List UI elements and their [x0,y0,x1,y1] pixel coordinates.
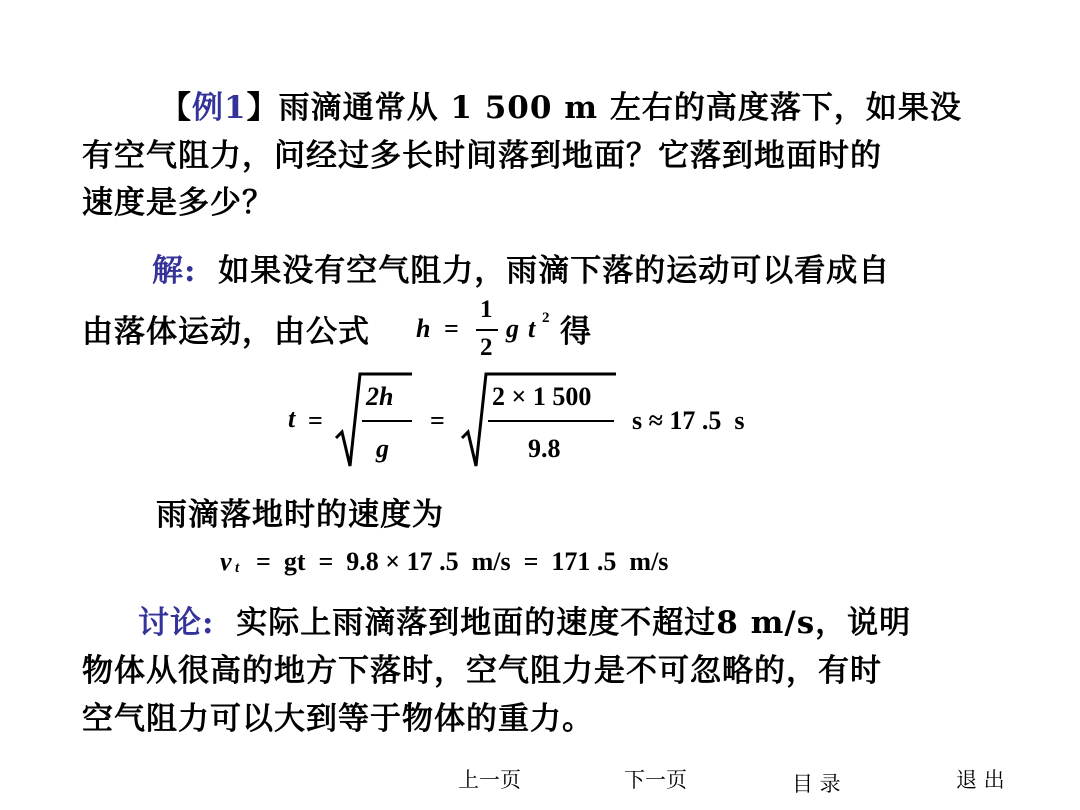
table-of-contents-button[interactable]: 目 录 [792,772,841,796]
formula-v-symbol: v [220,547,232,576]
exit-button[interactable]: 退 出 [956,768,1005,792]
solution-label: 解: [152,253,197,289]
formula-t-lhs: t [288,404,296,433]
discussion-line-1 [138,597,911,642]
formula-t-result: s ≈ 17 .5 s [632,406,745,435]
formula-h-lhs: h [416,314,431,343]
problem-line-3 [82,177,274,222]
discussion-line-2-text: 物体从很高的地方下落时，空气阻力是不可忽略的，有时 [82,653,882,689]
formula-h-eq: = [444,314,459,343]
formula-h-t: t [528,314,536,343]
problem-line-3-text: 速度是多少？ [82,185,274,221]
discussion-line-3-text: 空气阻力可以大到等于物体的重力。 [82,701,594,737]
formula-h-denominator: 2 [480,334,493,361]
solution-line-2-suffix-text: 得 [560,314,592,350]
problem-line-2 [82,130,882,175]
problem-line-1 [160,82,962,127]
discussion-line-2 [82,645,882,690]
solution-line-1-text: 如果没有空气阻力，雨滴下落的运动可以看成自 [218,253,891,289]
solution-line-2-text: 由落体运动，由公式 [82,314,370,350]
formula-h-g: g [506,314,519,343]
formula-t-frac1-bar [362,420,412,422]
discussion-line-1-text: 实际上雨滴落到地面的速度不超过8 m/s，说明 [236,605,912,641]
formula-v-expression: = gt = 9.8 × 17 .5 m/s = 171 .5 m/s [256,547,669,576]
formula-t-frac1-den: g [376,434,389,463]
formula-t-frac2-den: 9.8 [528,434,561,463]
velocity-intro [156,489,444,534]
formula-t-frac1-num: 2h [366,382,394,411]
velocity-intro-text: 雨滴落地时的速度为 [156,497,444,533]
discussion-label: 讨论: [138,605,215,641]
prev-page-button[interactable]: 上一页 [458,768,521,792]
problem-bracket-open: 【 [160,90,192,126]
discussion-line-3 [82,693,594,738]
problem-line-1-text: 雨滴通常从 1 500 m 左右的高度落下，如果没 [278,90,962,126]
formula-h-numerator: 1 [480,296,493,323]
solution-line-2-suffix [560,306,592,351]
formula-t-frac2-num: 2 × 1 500 [492,382,592,411]
solution-line-2 [82,306,370,351]
formula-t-frac2-bar [488,420,614,422]
problem-label: 例1 [192,90,247,126]
solution-line-1 [152,245,890,290]
formula-h-fraction-bar [476,329,498,331]
problem-bracket-close: 】 [246,90,279,126]
formula-t-eq1: = [308,406,323,435]
problem-line-2-text: 有空气阻力，问经过多长时间落到地面？它落到地面时的 [82,138,882,174]
formula-t-eq2: = [430,406,445,435]
next-page-button[interactable]: 下一页 [624,768,687,792]
formula-h-exponent: 2 [542,310,550,326]
formula-v-subscript: t [235,560,240,576]
